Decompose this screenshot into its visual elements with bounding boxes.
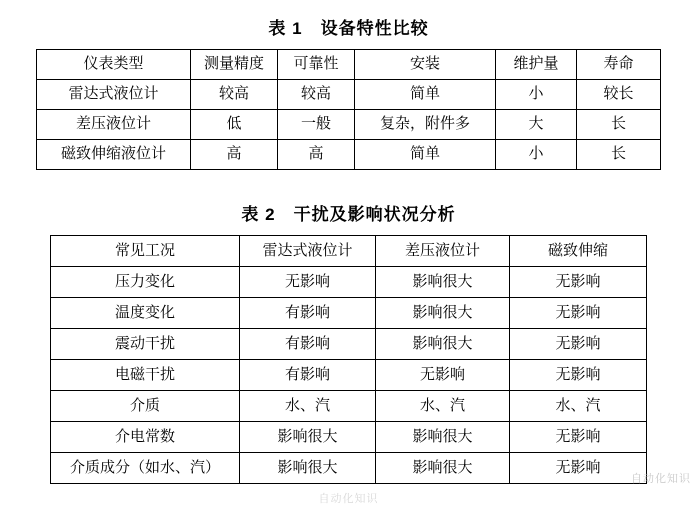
table-cell: 长 (577, 110, 661, 140)
table-cell: 水、汽 (240, 391, 376, 422)
table-cell: 较高 (191, 80, 278, 110)
table-cell: 有影响 (240, 298, 376, 329)
table-cell: 无影响 (510, 298, 647, 329)
table-cell: 水、汽 (376, 391, 510, 422)
column-header: 磁致伸缩 (510, 236, 647, 267)
table-cell: 较长 (577, 80, 661, 110)
table-cell: 影响很大 (240, 453, 376, 484)
table-cell: 一般 (278, 110, 355, 140)
table-cell: 无影响 (510, 422, 647, 453)
column-header: 常见工况 (51, 236, 240, 267)
table-cell: 有影响 (240, 329, 376, 360)
table-cell: 介质成分（如水、汽） (51, 453, 240, 484)
table-cell: 电磁干扰 (51, 360, 240, 391)
table-cell: 介电常数 (51, 422, 240, 453)
table-cell: 大 (496, 110, 577, 140)
table-cell: 无影响 (510, 360, 647, 391)
table-row (51, 453, 647, 484)
table-cell: 影响很大 (376, 453, 510, 484)
column-header: 仪表类型 (37, 50, 191, 80)
table-cell: 影响很大 (376, 298, 510, 329)
table-cell: 小 (496, 140, 577, 170)
document-page (0, 14, 697, 508)
table-cell: 复杂，附件多 (355, 110, 496, 140)
table-cell: 温度变化 (51, 298, 240, 329)
table-cell: 有影响 (240, 360, 376, 391)
table-header-row (37, 50, 661, 80)
table-row (51, 360, 647, 391)
table-cell: 磁致伸缩液位计 (37, 140, 191, 170)
table-row (37, 80, 661, 110)
table-cell: 较高 (278, 80, 355, 110)
table-cell: 无影响 (376, 360, 510, 391)
table-cell: 差压液位计 (37, 110, 191, 140)
table-header-row (51, 236, 647, 267)
table-cell: 影响很大 (376, 329, 510, 360)
column-header: 维护量 (496, 50, 577, 80)
table-device-characteristics (36, 49, 661, 170)
table-cell: 影响很大 (240, 422, 376, 453)
table-cell: 简单 (355, 80, 496, 110)
table-1-title: 表 1 设备特性比较 (268, 19, 429, 38)
table-row (51, 298, 647, 329)
table-cell: 影响很大 (376, 267, 510, 298)
table-2-wrapper (0, 235, 697, 484)
table-cell: 高 (278, 140, 355, 170)
column-header: 可靠性 (278, 50, 355, 80)
watermark-right: 自动化知识 (631, 473, 691, 485)
table-cell: 震动干扰 (51, 329, 240, 360)
table-cell: 压力变化 (51, 267, 240, 298)
table-row (51, 391, 647, 422)
table-cell: 简单 (355, 140, 496, 170)
table-row (37, 110, 661, 140)
table-1-wrapper (0, 49, 697, 170)
table-cell: 小 (496, 80, 577, 110)
table-cell: 无影响 (510, 267, 647, 298)
table-interference-analysis (50, 235, 647, 484)
table-cell: 无影响 (510, 453, 647, 484)
watermark-bottom: 自动化知识 (318, 493, 379, 505)
column-header: 雷达式液位计 (240, 236, 376, 267)
table-cell: 影响很大 (376, 422, 510, 453)
table-cell: 无影响 (510, 329, 647, 360)
table-cell: 介质 (51, 391, 240, 422)
table-row (51, 267, 647, 298)
column-header: 寿命 (577, 50, 661, 80)
table-cell: 低 (191, 110, 278, 140)
table-cell: 雷达式液位计 (37, 80, 191, 110)
column-header: 测量精度 (191, 50, 278, 80)
column-header: 安装 (355, 50, 496, 80)
table-cell: 水、汽 (510, 391, 647, 422)
column-header: 差压液位计 (376, 236, 510, 267)
table-cell: 长 (577, 140, 661, 170)
table-row (51, 422, 647, 453)
table-2-title: 表 2 干扰及影响状况分析 (241, 205, 456, 224)
table-cell: 无影响 (240, 267, 376, 298)
table-row (37, 140, 661, 170)
table-cell: 高 (191, 140, 278, 170)
table-row (51, 329, 647, 360)
